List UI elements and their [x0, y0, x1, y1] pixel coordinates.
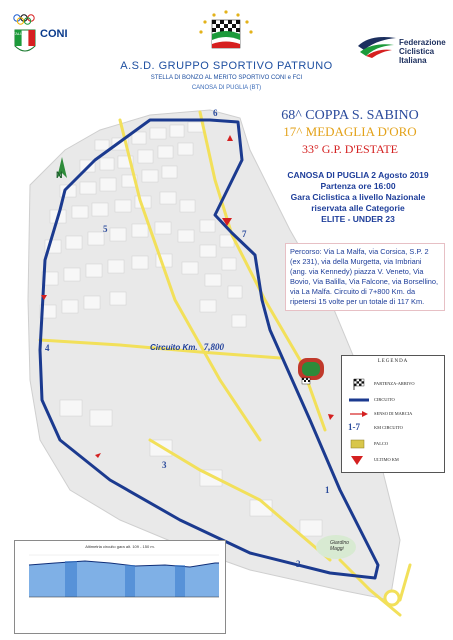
profile-title: Altimetria circuito gara alt. 109 - 150 m. [85, 544, 155, 549]
club-name: A.S.D. GRUPPO SPORTIVO PATRUNO [120, 60, 333, 72]
race-level: Gara Ciclistica a livello Nazionale [290, 192, 426, 202]
coni-label: CONI [40, 28, 68, 40]
legend-title: LEGENDA [377, 359, 409, 364]
race-info [268, 170, 448, 225]
legend-label: ULTIMO KM [374, 457, 399, 462]
race-title-block [250, 108, 450, 157]
km-marker-icon: 1-7 [348, 422, 360, 432]
route-description: Percorso: Via La Malfa, via Corsica, S.P. 2 (ex 231), via della Murgetta, via Imbriani (ang. via Kennedy) piazza V. Veneto, Via Bovio, Via Balilla, Via Falcone, via Borsellino, via La Malfa. Circuito di 7+800 Km. da ripetersi 15 volte per un totale di 117 Km. [285, 243, 445, 311]
profile-area [29, 561, 219, 597]
race-categories-intro: riservata alle Categorie [311, 203, 405, 213]
circuit-label-text: Circuito Km. [150, 343, 198, 352]
altimetry-profile [14, 540, 226, 634]
legend-item-start-finish [348, 378, 440, 390]
park-label: Giardino Maggi [330, 540, 349, 552]
race-date: CANOSA DI PUGLIA 2 Agosto 2019 [287, 170, 429, 180]
fci-label: Federazione Ciclistica Italiana [399, 38, 446, 65]
legend-label: CIRCUITO [374, 397, 395, 402]
km-marker-1: 1 [325, 485, 330, 495]
km-marker-3: 3 [162, 460, 167, 470]
circuit-length-label [150, 342, 224, 352]
race-title: 68^ COPPA S. SABINO [281, 108, 419, 123]
fci-logo [356, 32, 398, 58]
race-categories: ELITE - UNDER 23 [321, 214, 395, 224]
race-gp: 33° G.P. D'ESTATE [301, 142, 398, 156]
checkered-flag-icon [348, 378, 370, 390]
club-city: CANOSA DI PUGLIA (BT) [191, 85, 262, 91]
km-marker-2: 2 [296, 559, 301, 569]
direction-arrow-icon [348, 408, 370, 420]
legend-item-stage [348, 438, 440, 450]
km-marker-4: 4 [45, 343, 50, 353]
legend-item-circuit [348, 394, 440, 406]
last-km-triangle-icon [348, 454, 370, 466]
race-medal: 17^ MEDAGLIA D'ORO [283, 124, 417, 139]
legend-label: PARTENZA-ARRIVO [374, 381, 415, 386]
club-emblem [192, 8, 260, 58]
legend-label: SENSO DI MARCIA [374, 411, 413, 416]
legend-item-km [348, 422, 440, 434]
km-marker-5: 5 [103, 224, 108, 234]
legend-label: PALCO [374, 441, 388, 446]
profile-chart [15, 541, 225, 633]
legend-item-last-km [348, 454, 440, 466]
start-finish-flag-icon [302, 378, 310, 384]
stadium-icon [298, 358, 324, 380]
club-subtitle: STELLA DI BONZO AL MERITO SPORTIVO CONI e FCI [150, 75, 303, 81]
circuit-value: 7,800 [203, 342, 225, 352]
race-start-time: Partenza ore 16:00 [320, 181, 396, 191]
legend-item-direction [348, 408, 440, 420]
legend-label: KM CIRCUITO [374, 425, 403, 430]
italia-label: ITALIA [12, 31, 24, 36]
km-marker-7: 7 [242, 229, 247, 239]
stage-icon [348, 438, 370, 450]
km-marker-6: 6 [213, 108, 218, 118]
legend [341, 355, 445, 473]
roundabout [385, 591, 399, 605]
north-label: N [56, 170, 63, 180]
route-line-icon [348, 394, 370, 406]
